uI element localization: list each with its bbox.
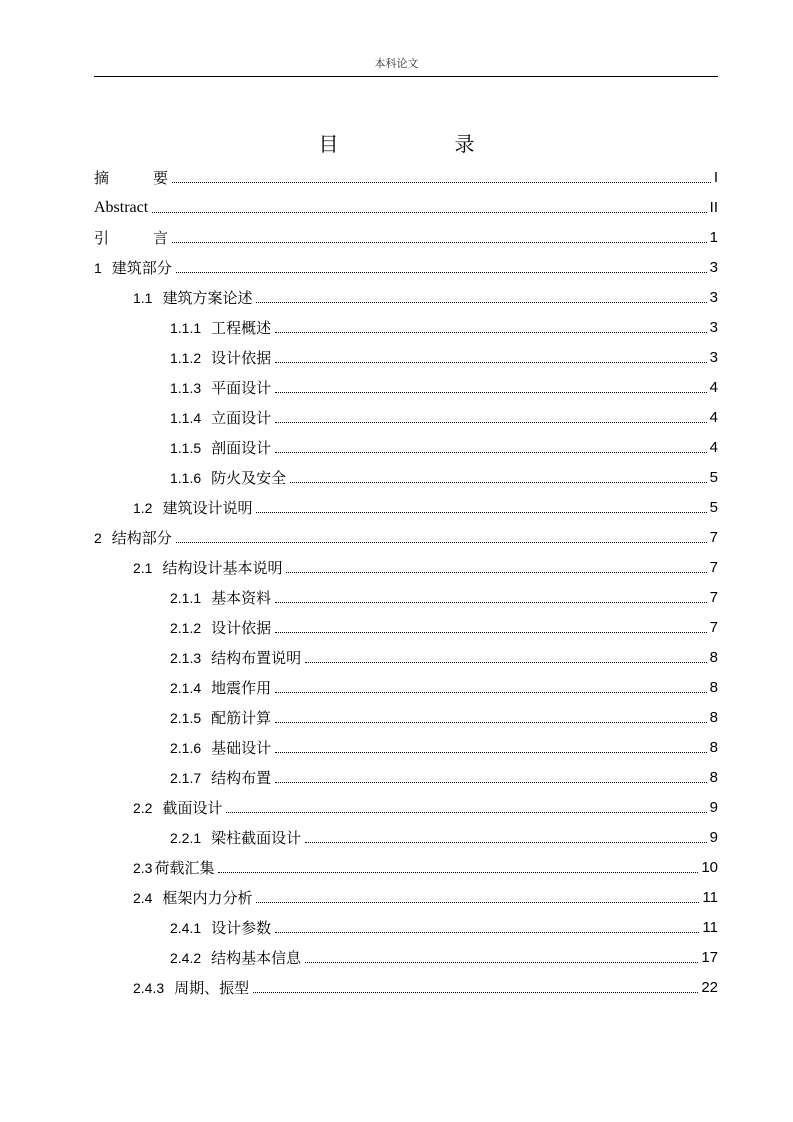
toc-entry-chapter-1[interactable]	[94, 254, 718, 278]
toc-entry-label	[170, 768, 273, 788]
toc-entry-number: 2.4.1	[170, 920, 202, 936]
toc-entry-number: 2.1.7	[170, 770, 202, 786]
toc-entry-2-1-2[interactable]	[170, 614, 718, 638]
toc-leader-dots	[256, 302, 706, 303]
toc-entry-abstract-en[interactable]	[94, 194, 718, 218]
toc-entry-label	[170, 588, 273, 608]
toc-entry-chapter-2[interactable]	[94, 524, 718, 548]
toc-entry-label	[170, 318, 273, 338]
toc-entry-number: 1.1.2	[170, 350, 202, 366]
toc-entry-page: 3	[709, 259, 718, 276]
toc-entry-number: 1.2	[133, 500, 153, 516]
toc-entry-title: 结构布置说明	[211, 649, 302, 667]
toc-entry-number: 1.1.4	[170, 410, 202, 426]
toc-entry-number: 2.1.3	[170, 650, 202, 666]
toc-entry-label	[170, 678, 273, 698]
toc-entry-label	[170, 918, 273, 938]
toc-entry-title: 设计参数	[211, 919, 272, 937]
toc-entry-page: 8	[709, 649, 718, 666]
toc-entry-page: 4	[709, 409, 718, 426]
toc-entry-1-1-2[interactable]	[170, 344, 718, 368]
toc-entry-page: 7	[709, 559, 718, 576]
toc-entry-title: 设计依据	[211, 619, 272, 637]
toc-entry-page: 3	[709, 349, 718, 366]
toc-entry-page: 10	[701, 859, 718, 876]
toc-entry-2-1-6[interactable]	[170, 734, 718, 758]
toc-entry-title: 结构布置	[211, 769, 272, 787]
toc-entry-label	[170, 618, 273, 638]
toc-entry-page: 1	[709, 229, 718, 246]
toc-entry-number: 2	[94, 530, 102, 546]
toc-entry-label: Abstract	[94, 199, 149, 216]
toc-entry-page: 9	[709, 829, 718, 846]
toc-entry-label	[133, 978, 251, 998]
toc-leader-dots	[152, 212, 706, 213]
toc-entry-page: 8	[709, 739, 718, 756]
toc-title: 目 录	[318, 132, 523, 156]
toc-entry-page: 7	[709, 589, 718, 606]
toc-entry-page: 5	[709, 499, 718, 516]
toc-entry-page: 17	[701, 949, 718, 966]
toc-entry-label	[170, 468, 288, 488]
toc-entry-title: 平面设计	[211, 379, 272, 397]
toc-entry-introduction[interactable]	[94, 224, 718, 248]
toc-entry-2-4-3[interactable]	[133, 974, 718, 998]
toc-entry-title: 立面设计	[211, 409, 272, 427]
toc-entry-page: 7	[709, 619, 718, 636]
toc-entry-label	[133, 798, 224, 818]
toc-entry-title: 荷载汇集	[154, 859, 215, 877]
toc-entry-page: 7	[709, 529, 718, 546]
toc-leader-dots	[275, 722, 707, 723]
toc-leader-dots	[275, 332, 707, 333]
toc-entry-title: 结构部分	[111, 529, 172, 547]
toc-entry-number: 2.2.1	[170, 830, 202, 846]
toc-entry-label	[133, 288, 254, 308]
toc-entry-label	[170, 408, 273, 428]
toc-leader-dots	[275, 362, 707, 363]
toc-entry-2-1-5[interactable]	[170, 704, 718, 728]
toc-entry-label	[170, 828, 303, 848]
toc-leader-dots	[226, 812, 706, 813]
page-header: 本科论文	[374, 57, 419, 70]
toc-leader-dots	[176, 272, 707, 273]
toc-entry-page: 3	[709, 289, 718, 306]
toc-entry-label	[133, 888, 254, 908]
toc-entry-2-4[interactable]	[133, 884, 718, 908]
toc-leader-dots	[275, 632, 707, 633]
toc-leader-dots	[172, 242, 707, 243]
toc-entry-title: 地震作用	[211, 679, 272, 697]
toc-entry-2-1-1[interactable]	[170, 584, 718, 608]
toc-entry-label: 摘要	[94, 169, 213, 187]
toc-entry-1-1-4[interactable]	[170, 404, 718, 428]
toc-entry-1-1-5[interactable]	[170, 434, 718, 458]
toc-entry-number: 2.4	[133, 890, 153, 906]
toc-entry-title: 工程概述	[211, 319, 272, 337]
toc-leader-dots	[305, 962, 698, 963]
toc-entry-label	[170, 738, 273, 758]
toc-entry-page: I	[713, 169, 718, 186]
toc-entry-title: 梁柱截面设计	[211, 829, 302, 847]
toc-entry-number: 2.3	[133, 860, 153, 876]
toc-leader-dots	[172, 182, 711, 183]
toc-entry-page: 11	[702, 919, 718, 936]
toc-entry-page: 4	[709, 439, 718, 456]
toc-leader-dots	[256, 512, 706, 513]
toc-leader-dots	[253, 992, 698, 993]
toc-entry-2-2-1[interactable]	[170, 824, 718, 848]
toc-entry-label	[133, 558, 284, 578]
toc-leader-dots	[256, 902, 699, 903]
toc-entry-number: 2.1.4	[170, 680, 202, 696]
toc-entry-page: 4	[709, 379, 718, 396]
toc-entry-2-1-3[interactable]	[170, 644, 718, 668]
toc-entry-number: 2.1.1	[170, 590, 202, 606]
toc-entry-label	[133, 498, 254, 518]
toc-leader-dots	[275, 782, 707, 783]
toc-entry-label	[170, 648, 303, 668]
toc-leader-dots	[305, 842, 707, 843]
toc-entry-title: 剖面设计	[211, 439, 272, 457]
toc-entry-number: 2.4.3	[133, 980, 165, 996]
toc-leader-dots	[275, 752, 707, 753]
toc-leader-dots	[286, 572, 706, 573]
toc-entry-1-1-6[interactable]	[170, 464, 718, 488]
toc-entry-title: 防火及安全	[211, 469, 287, 487]
toc-entry-2-3[interactable]	[133, 854, 718, 878]
toc-entry-title: 结构设计基本说明	[162, 559, 283, 577]
toc-leader-dots	[275, 602, 707, 603]
toc-entry-abstract-cn[interactable]	[94, 164, 718, 188]
toc-entry-number: 1.1.3	[170, 380, 202, 396]
toc-entry-1-2[interactable]	[133, 494, 718, 518]
toc-leader-dots	[275, 392, 707, 393]
toc-entry-label	[94, 258, 174, 278]
toc-entry-label	[170, 378, 273, 398]
toc-entry-label	[170, 438, 273, 458]
toc-entry-number: 2.1	[133, 560, 153, 576]
toc-entry-number: 1.1.5	[170, 440, 202, 456]
toc-entry-title: 框架内力分析	[162, 889, 253, 907]
toc-entry-title: 基本资料	[211, 589, 272, 607]
toc-entry-1-1-1[interactable]	[170, 314, 718, 338]
toc-entry-title: 截面设计	[162, 799, 223, 817]
toc-entry-number: 1.1.6	[170, 470, 202, 486]
toc-entry-2-2[interactable]	[133, 794, 718, 818]
toc-entry-label	[94, 528, 174, 548]
toc-entry-title: 建筑方案论述	[162, 289, 253, 307]
toc-entry-title: 周期、振型	[174, 979, 250, 997]
toc-entry-label	[170, 348, 273, 368]
toc-entry-number: 1	[94, 260, 102, 276]
toc-entry-title: 结构基本信息	[211, 949, 302, 967]
toc-leader-dots	[275, 932, 699, 933]
toc-entry-number: 2.1.5	[170, 710, 202, 726]
toc-entry-title: 建筑部分	[111, 259, 172, 277]
toc-entry-page: 5	[709, 469, 718, 486]
toc-entry-2-4-2[interactable]	[170, 944, 718, 968]
toc-leader-dots	[218, 872, 698, 873]
toc-entry-2-1-4[interactable]	[170, 674, 718, 698]
toc-entry-title: 配筋计算	[211, 709, 272, 727]
toc-entry-page: 8	[709, 679, 718, 696]
toc-entry-number: 2.2	[133, 800, 153, 816]
toc-leader-dots	[275, 452, 707, 453]
toc-leader-dots	[275, 692, 707, 693]
toc-entry-number: 1.1.1	[170, 320, 202, 336]
toc-entry-page: 11	[702, 889, 718, 906]
toc-entry-1-1[interactable]	[133, 284, 718, 308]
toc-entry-number: 1.1	[133, 290, 153, 306]
toc-leader-dots	[305, 662, 707, 663]
toc-entry-page: 3	[709, 319, 718, 336]
toc-entry-title: 建筑设计说明	[162, 499, 253, 517]
toc-entry-2-1[interactable]	[133, 554, 718, 578]
toc-entry-page: 9	[709, 799, 718, 816]
toc-entry-title: 设计依据	[211, 349, 272, 367]
toc-entry-page: II	[709, 199, 718, 216]
toc-entry-2-1-7[interactable]	[170, 764, 718, 788]
toc-entry-title: 基础设计	[211, 739, 272, 757]
toc-leader-dots	[176, 542, 707, 543]
toc-entry-2-4-1[interactable]	[170, 914, 718, 938]
toc-entry-number: 2.4.2	[170, 950, 202, 966]
toc-entry-label	[170, 948, 303, 968]
toc-entry-1-1-3[interactable]	[170, 374, 718, 398]
toc-entry-number: 2.1.2	[170, 620, 202, 636]
toc-entry-label: 引言	[94, 229, 213, 247]
toc-entry-page: 8	[709, 769, 718, 786]
toc-entry-page: 8	[709, 709, 718, 726]
toc-leader-dots	[290, 482, 707, 483]
toc-entry-number: 2.1.6	[170, 740, 202, 756]
toc-leader-dots	[275, 422, 707, 423]
toc-entry-label	[170, 708, 273, 728]
toc-entry-page: 22	[701, 979, 718, 996]
toc-entry-label	[133, 858, 216, 878]
